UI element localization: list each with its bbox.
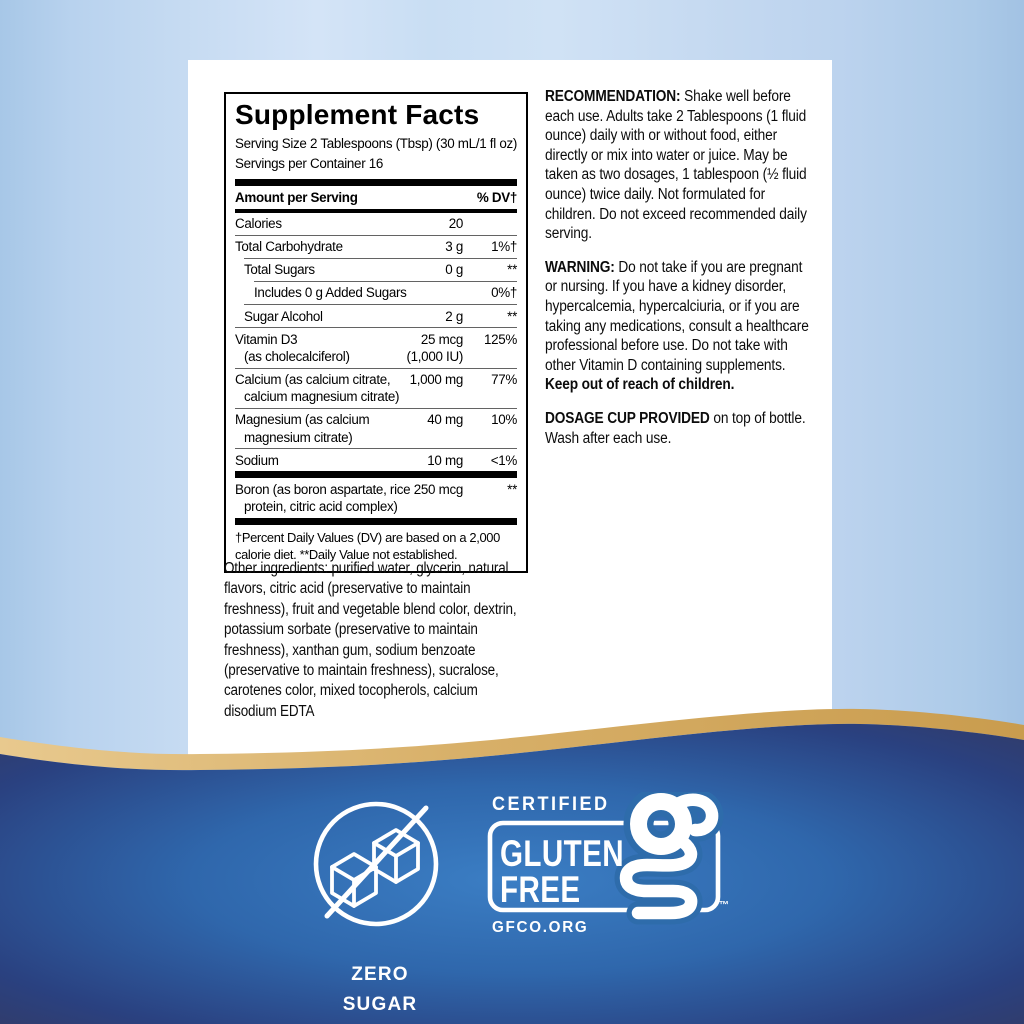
nutrient-row-sodium: Sodium 10 mg <1% [235, 452, 517, 468]
sugar-cube-front [332, 854, 376, 906]
nutrient-row-total-sugars: Total Sugars 0 g ** [244, 262, 517, 278]
free-label: FREE [500, 869, 581, 910]
trademark-symbol: ™ [719, 900, 729, 911]
no-sugar-icon [300, 792, 460, 942]
supplement-facts-panel [224, 92, 528, 573]
certified-label: CERTIFIED [492, 794, 610, 815]
nutrient-row-total-carbohydrate: Total Carbohydrate 3 g 1%† [235, 239, 517, 255]
directions-column [545, 87, 814, 462]
recommendation-label: RECOMMENDATION: [545, 88, 681, 105]
nutrient-row-calcium: Calcium (as calcium citrate, calcium magnesium citrate) 1,000 mg 77% [235, 372, 517, 405]
certified-gluten-free-badge [487, 792, 747, 944]
warning-label: WARNING: [545, 258, 615, 276]
recommendation-paragraph [545, 87, 814, 244]
warning-body: Do not take if you are pregnant or nursing. If you have a kidney disorder, hypercalcemia, hypercalciuria, or if you are taking any medications, consult a healthcare professional before use. Do not take with other Vitamin D containing supplements. [545, 258, 809, 374]
nutrient-row-calories: Calories 20 [235, 216, 463, 232]
gluten-label: GLUTEN [500, 833, 625, 874]
gfco-org-label: GFCO.ORG [492, 919, 589, 936]
column-header-row [235, 186, 517, 209]
sugar-label: SUGAR [342, 994, 418, 1016]
servings-per-container: Servings per Container 16 [235, 155, 384, 171]
dv-footnote: †Percent Daily Values (DV) are based on a 2,000 calorie diet. **Daily Value not established. [235, 529, 500, 562]
zero-sugar-badge [300, 792, 460, 1016]
recommendation-body: Shake well before each use. Adults take 2 Tablespoons (1 fluid ounce) daily with or without food, either directly or mix into water or juice. May be taken as two dosages, 1 tablespoon (½ fluid ounce) twice daily. Not formulated for children. Do not exceed recommended daily serving. [545, 88, 807, 243]
divider-thick [235, 179, 517, 186]
dosage-cup-label: DOSAGE CUP PROVIDED [545, 409, 710, 427]
dosage-cup-paragraph [545, 409, 814, 448]
nutrient-row-added-sugars: Includes 0 g Added Sugars 0%† [254, 285, 517, 301]
header-percent-dv: % DV† [476, 190, 517, 206]
nutrient-row-sugar-alcohol: Sugar Alcohol 2 g ** [244, 308, 517, 324]
nutrient-row-boron: Boron (as boron aspartate, rice protein, citric acid complex) 250 mcg ** [235, 481, 517, 515]
nutrient-row-magnesium: Magnesium (as calcium magnesium citrate) 40 mg 10% [235, 412, 517, 445]
panel-title: Supplement Facts [235, 99, 480, 130]
dosage-cup-body: on top of bottle. Wash after each use. [545, 409, 806, 447]
warning-paragraph [545, 258, 814, 395]
divider-thick [235, 471, 517, 478]
zero-sugar-text [300, 960, 460, 1021]
divider-thick [235, 518, 517, 525]
header-amount-per-serving: Amount per Serving [235, 190, 358, 206]
other-ingredients-text: Other ingredients: purified water, glycerin, natural flavors, citric acid (preservative to maintain freshness), fruit and vegetable blend color, dextrin, potassium sorbate (preservative to maintain freshness), xanthan gum, sodium benzoate (preservative to maintain freshness), sucralose, carotenes color, mixed tocopherols, calcium disodium EDTA [224, 560, 517, 720]
zero-label: ZERO [351, 964, 409, 985]
warning-bold-tail: Keep out of reach of children. [545, 376, 735, 394]
nutrient-row-vitamin-d3: Vitamin D3 (as cholecalciferol) 25 mcg (1,000 IU) 125% [235, 331, 517, 364]
serving-size: Serving Size 2 Tablespoons (Tbsp) (30 mL/1 fl oz) [235, 135, 518, 151]
